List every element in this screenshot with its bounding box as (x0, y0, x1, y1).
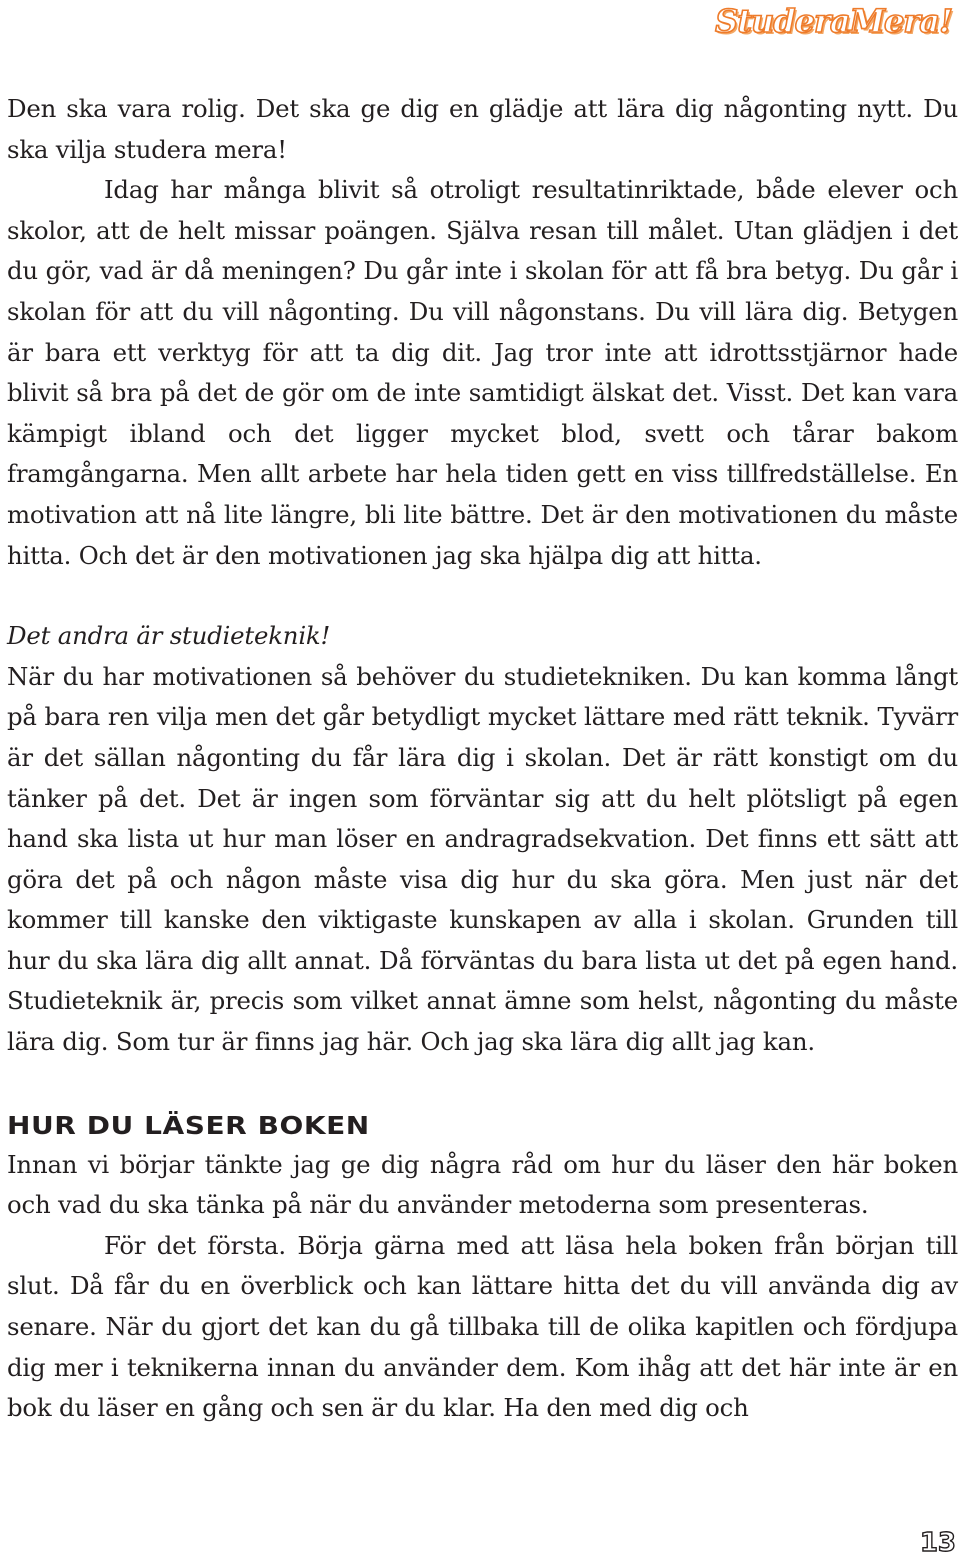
page-number: 13 (919, 1528, 956, 1558)
body-paragraph: För det första. Börja gärna med att läsa hela boken från början till slut. Då får du en överblick och kan lättare hitta det du vill använda dig av senare. När du gjort det kan du gå tillbaka till de olika kapitlen och fördjupa dig mer i teknikerna innan du använder dem. Kom ihåg att det här inte är en bok du läser en gång och sen är du klar. Ha den med dig och (7, 1230, 958, 1423)
spacer (7, 576, 958, 616)
body-paragraph: Den ska vara rolig. Det ska ge dig en glädje att lära dig någonting nytt. Du ska vilja studera mera! (7, 94, 958, 164)
spacer (7, 1063, 958, 1101)
body-paragraph: Idag har många blivit så otroligt resultatinriktade, både elever och skolor, att de helt missar poängen. Själva resan till målet. Utan glädjen i det du gör, vad är då meningen? Du går inte i skolan för att få bra betyg. Du går i skolan för att du vill någonting. Du vill någonstans. Du vill lära dig. Betygen är bara ett verktyg för att ta dig dit. Jag tror inte att idrottsstjärnor hade blivit så bra på det de gör om de inte samtidigt älskat det. Visst. Det kan vara kämpigt ibland och det ligger mycket blod, svett och tårar bakom framgångarna. Men allt arbete har hela tiden gett en viss tillfredställelse. En motivation att nå lite längre, bli lite bättre. Det är den motivationen du måste hitta. Och det är den motivationen jag ska hjälpa dig att hitta. (7, 175, 958, 570)
studeramera-logo: StuderaMera! (715, 2, 952, 40)
section-heading: HUR DU LÄSER BOKEN (7, 1110, 370, 1140)
page-body (7, 89, 958, 1429)
subheading: Det andra är studieteknik! (7, 621, 331, 651)
body-paragraph: När du har motivationen så behöver du studietekniken. Du kan komma långt på bara ren vilja men det går betydligt mycket lättare med rätt teknik. Tyvärr är det sällan någonting du får lära dig i skolan. Det är rätt konstigt om du tänker på det. Det är ingen som förväntar sig att du helt plötsligt på egen hand ska lista ut hur man löser en andragradsekvation. Det finns ett sätt att göra det på och någon måste visa dig hur du ska göra. Men just när det kommer till kanske den viktigaste kunskapen av alla i skolan. Grunden till hur du ska lära dig allt annat. Då förväntas du bara lista ut det på egen hand. Studieteknik är, precis som vilket annat ämne som helst, någonting du måste lära dig. Som tur är finns jag här. Och jag ska lära dig allt jag kan. (7, 661, 958, 1057)
body-paragraph: Innan vi börjar tänkte jag ge dig några råd om hur du läser den här boken och vad du ska tänka på när du använder metoderna som presenteras. (7, 1149, 958, 1220)
